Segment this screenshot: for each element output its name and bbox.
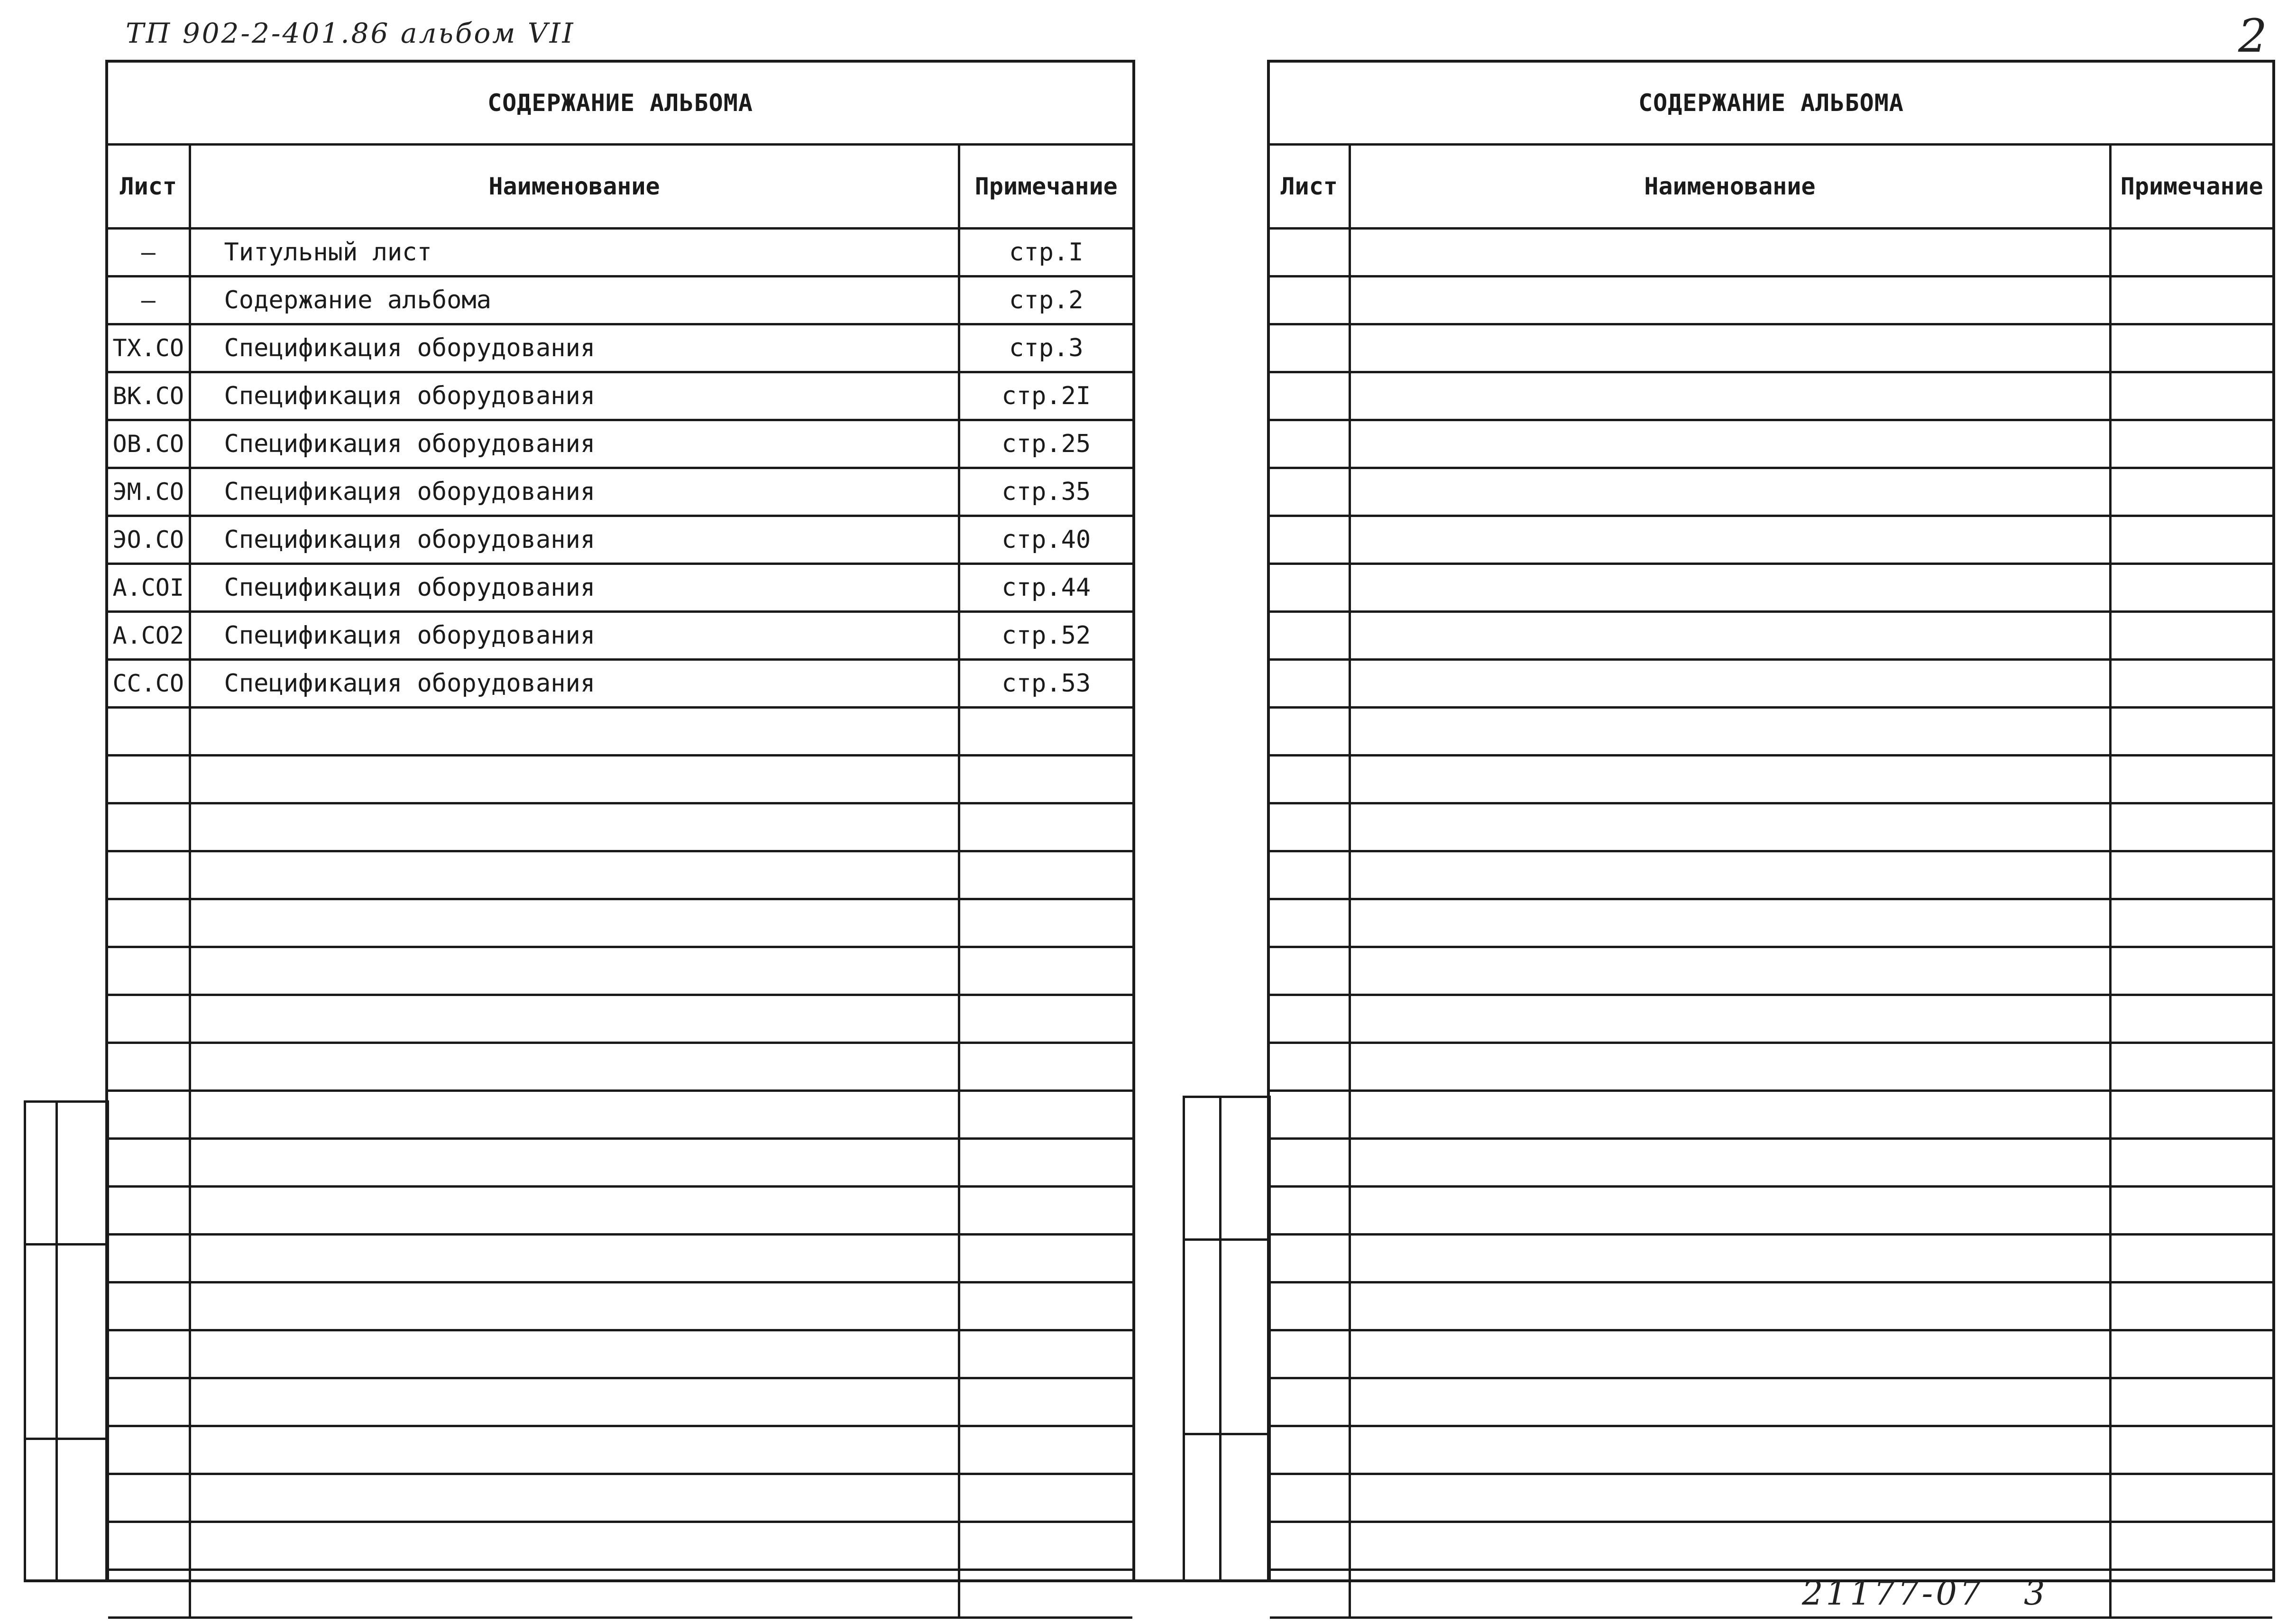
row-sheet-code [1270,1474,1350,1522]
row-note [959,1235,1132,1283]
row-note: стр.2 [959,277,1132,324]
table-row [1270,995,2272,1043]
table-row [108,564,1132,612]
stub-divider [1219,1098,1221,1580]
row-sheet-code [108,851,190,899]
row-note: стр.52 [959,612,1132,660]
table-row [108,756,1132,803]
row-note [2110,420,2272,468]
row-note [959,995,1132,1043]
row-sheet-code: ТХ.СО [108,324,190,372]
row-note [2110,372,2272,420]
row-note [2110,803,2272,851]
table-row [108,995,1132,1043]
row-note [959,1283,1132,1330]
row-note [2110,564,2272,612]
row-sheet-code [108,899,190,947]
row-sheet-code [1270,372,1350,420]
column-header-note: Примечание [2110,145,2272,229]
table-row [108,1235,1132,1283]
row-sheet-code: ВК.СО [108,372,190,420]
row-name: Спецификация оборудования [190,660,959,708]
row-note [959,708,1132,756]
row-sheet-code [1270,324,1350,372]
right-contents-sheet [1267,60,2275,1582]
table-row [1270,803,2272,851]
row-name [1350,468,2110,516]
row-sheet-code [108,1187,190,1235]
row-note: стр.35 [959,468,1132,516]
row-name: Спецификация оборудования [190,372,959,420]
row-name [190,1139,959,1187]
row-sheet-code: А.СОI [108,564,190,612]
table-row [1270,324,2272,372]
table-row [108,1187,1132,1235]
table-row [108,803,1132,851]
row-note [2110,947,2272,995]
table-row [108,372,1132,420]
column-header-sheet: Лист [1270,145,1350,229]
row-note: стр.44 [959,564,1132,612]
row-sheet-code [108,1378,190,1426]
row-sheet-code [1270,564,1350,612]
stub-divider [26,1243,107,1246]
stub-divider [55,1103,58,1580]
row-name [190,803,959,851]
table-row [1270,1474,2272,1522]
table-row [1270,372,2272,420]
table-row [1270,420,2272,468]
row-sheet-code [108,1330,190,1378]
row-note: стр.40 [959,516,1132,564]
row-name [1350,1474,2110,1522]
row-name [1350,372,2110,420]
row-sheet-code [108,995,190,1043]
row-note [2110,612,2272,660]
row-note [959,1378,1132,1426]
row-sheet-code [108,1139,190,1187]
row-name [1350,1570,2110,1618]
row-name: Спецификация оборудования [190,516,959,564]
row-sheet-code: ЭО.СО [108,516,190,564]
table-row [1270,1426,2272,1474]
left-sheet-title: СОДЕРЖАНИЕ АЛЬБОМА [108,63,1132,145]
row-sheet-code [1270,1378,1350,1426]
row-name [1350,516,2110,564]
table-row [1270,1235,2272,1283]
table-row [108,324,1132,372]
table-row [108,229,1132,277]
row-note [959,803,1132,851]
row-note: стр.53 [959,660,1132,708]
row-name [190,1570,959,1618]
row-sheet-code [108,1043,190,1091]
row-sheet-code [1270,1139,1350,1187]
row-sheet-code [1270,899,1350,947]
row-name [190,851,959,899]
table-row [108,612,1132,660]
row-sheet-code [1270,1091,1350,1139]
row-name [190,1426,959,1474]
row-sheet-code [108,708,190,756]
row-note [2110,1474,2272,1522]
table-row [1270,1378,2272,1426]
table-row [108,708,1132,756]
row-name [190,1091,959,1139]
row-note [2110,1235,2272,1283]
row-name [1350,756,2110,803]
row-name [1350,1283,2110,1330]
table-row [108,1474,1132,1522]
row-note [2110,708,2272,756]
row-name [1350,277,2110,324]
row-name [1350,1330,2110,1378]
table-row [108,1378,1132,1426]
row-sheet-code [1270,1043,1350,1091]
row-name [1350,1378,2110,1426]
table-row [1270,947,2272,995]
row-name [190,1283,959,1330]
right-contents-table [1270,63,2272,1619]
row-note [2110,516,2272,564]
row-name [190,947,959,995]
row-sheet-code [1270,708,1350,756]
row-sheet-code [1270,516,1350,564]
left-contents-table [108,63,1132,1619]
row-note [959,1139,1132,1187]
row-name [190,1378,959,1426]
table-row [1270,1091,2272,1139]
row-note: стр.25 [959,420,1132,468]
table-row [1270,229,2272,277]
row-note [2110,1570,2272,1618]
row-sheet-code [108,1426,190,1474]
table-row [108,1283,1132,1330]
row-note [2110,229,2272,277]
row-name [190,1043,959,1091]
stub-divider [1185,1238,1268,1241]
row-note [2110,1283,2272,1330]
row-sheet-code [108,1091,190,1139]
row-sheet-code [1270,1426,1350,1474]
table-row [1270,899,2272,947]
table-row [108,947,1132,995]
row-sheet-code [1270,947,1350,995]
row-sheet-code [1270,229,1350,277]
row-sheet-code [1270,756,1350,803]
row-name [1350,1522,2110,1570]
table-row [1270,564,2272,612]
table-row [108,660,1132,708]
row-name: Спецификация оборудования [190,324,959,372]
row-note [2110,1378,2272,1426]
right-table-body [1270,229,2272,1618]
row-note [959,1187,1132,1235]
row-note [959,1043,1132,1091]
row-sheet-code [1270,1235,1350,1283]
table-row [108,468,1132,516]
table-row [1270,1043,2272,1091]
row-name [1350,612,2110,660]
document-code: ТП 902-2-401.86 альбом VII [126,17,575,49]
row-name [190,708,959,756]
table-row [108,1091,1132,1139]
table-row [108,1139,1132,1187]
row-name [190,1330,959,1378]
row-sheet-code: – [108,277,190,324]
row-sheet-code [1270,1187,1350,1235]
table-row [108,1522,1132,1570]
row-name [190,756,959,803]
row-sheet-code: – [108,229,190,277]
row-name [1350,1426,2110,1474]
table-row [108,1426,1132,1474]
row-name [1350,324,2110,372]
row-note [2110,324,2272,372]
table-row [108,899,1132,947]
stub-divider [26,1438,107,1440]
row-name [1350,947,2110,995]
table-row [1270,1570,2272,1618]
row-sheet-code: СС.СО [108,660,190,708]
table-row [1270,708,2272,756]
sheet-number: 3 [2024,1574,2045,1613]
row-note: стр.I [959,229,1132,277]
row-name: Спецификация оборудования [190,468,959,516]
row-sheet-code [1270,612,1350,660]
row-note [959,1474,1132,1522]
row-note [2110,851,2272,899]
row-name [1350,995,2110,1043]
row-note [2110,1139,2272,1187]
row-note [959,1570,1132,1618]
row-name: Спецификация оборудования [190,420,959,468]
row-sheet-code [1270,1283,1350,1330]
column-header-name: Наименование [190,145,959,229]
row-name [190,1235,959,1283]
right-binding-stub [1183,1096,1271,1582]
row-name [190,1187,959,1235]
row-sheet-code [108,803,190,851]
row-name [1350,1187,2110,1235]
row-sheet-code: ЭМ.СО [108,468,190,516]
row-name [1350,1043,2110,1091]
row-sheet-code [1270,995,1350,1043]
row-note [2110,899,2272,947]
table-row [1270,612,2272,660]
table-row [1270,468,2272,516]
row-sheet-code [1270,1570,1350,1618]
stub-divider [1185,1433,1268,1435]
left-contents-sheet [105,60,1135,1582]
row-note [959,1426,1132,1474]
table-row [108,1043,1132,1091]
table-row [1270,1139,2272,1187]
page-number-mark: 2 [2238,9,2268,63]
table-row [108,277,1132,324]
table-row [1270,1283,2272,1330]
row-note [2110,277,2272,324]
table-row [1270,1522,2272,1570]
row-name [190,899,959,947]
row-note [2110,995,2272,1043]
table-row [1270,516,2272,564]
row-sheet-code [108,1522,190,1570]
row-sheet-code [108,1474,190,1522]
row-note [2110,1426,2272,1474]
row-sheet-code [108,1570,190,1618]
row-name: Содержание альбома [190,277,959,324]
row-sheet-code [1270,468,1350,516]
row-note [959,1522,1132,1570]
row-note [959,851,1132,899]
row-name [190,995,959,1043]
row-name [1350,1139,2110,1187]
row-note [2110,660,2272,708]
row-name [1350,1091,2110,1139]
row-sheet-code [108,947,190,995]
row-sheet-code [1270,803,1350,851]
row-note [2110,756,2272,803]
archive-number: 21177-07 [1802,1574,1984,1613]
table-row [108,1330,1132,1378]
row-sheet-code: А.СО2 [108,612,190,660]
row-sheet-code [108,756,190,803]
row-name: Спецификация оборудования [190,564,959,612]
row-note [2110,1330,2272,1378]
row-sheet-code [1270,420,1350,468]
row-name: Спецификация оборудования [190,612,959,660]
row-name [1350,708,2110,756]
row-note: стр.3 [959,324,1132,372]
row-sheet-code [1270,1522,1350,1570]
right-sheet-title: СОДЕРЖАНИЕ АЛЬБОМА [1270,63,2272,145]
column-header-note: Примечание [959,145,1132,229]
table-row [108,420,1132,468]
row-note: стр.2I [959,372,1132,420]
row-name [1350,851,2110,899]
row-sheet-code: ОВ.СО [108,420,190,468]
column-header-sheet: Лист [108,145,190,229]
row-name [1350,803,2110,851]
row-note [2110,1522,2272,1570]
left-binding-stub [24,1100,109,1582]
row-name [190,1522,959,1570]
row-sheet-code [108,1283,190,1330]
row-note [2110,468,2272,516]
row-note [2110,1043,2272,1091]
row-name [190,1474,959,1522]
row-name [1350,564,2110,612]
row-name [1350,899,2110,947]
row-note [2110,1091,2272,1139]
table-row [1270,1330,2272,1378]
row-sheet-code [1270,277,1350,324]
table-row [108,1570,1132,1618]
table-row [108,851,1132,899]
row-sheet-code [1270,660,1350,708]
row-name [1350,660,2110,708]
column-header-name: Наименование [1350,145,2110,229]
row-note [959,756,1132,803]
row-name [1350,229,2110,277]
row-note [959,899,1132,947]
row-name [1350,1235,2110,1283]
row-note [959,1091,1132,1139]
table-row [1270,851,2272,899]
row-name [1350,420,2110,468]
table-row [108,516,1132,564]
row-name: Титульный лист [190,229,959,277]
table-row [1270,1187,2272,1235]
row-sheet-code [108,1235,190,1283]
row-note [959,1330,1132,1378]
table-row [1270,756,2272,803]
table-row [1270,277,2272,324]
row-sheet-code [1270,1330,1350,1378]
row-note [2110,1187,2272,1235]
table-row [1270,660,2272,708]
left-table-body [108,229,1132,1618]
row-note [959,947,1132,995]
row-sheet-code [1270,851,1350,899]
